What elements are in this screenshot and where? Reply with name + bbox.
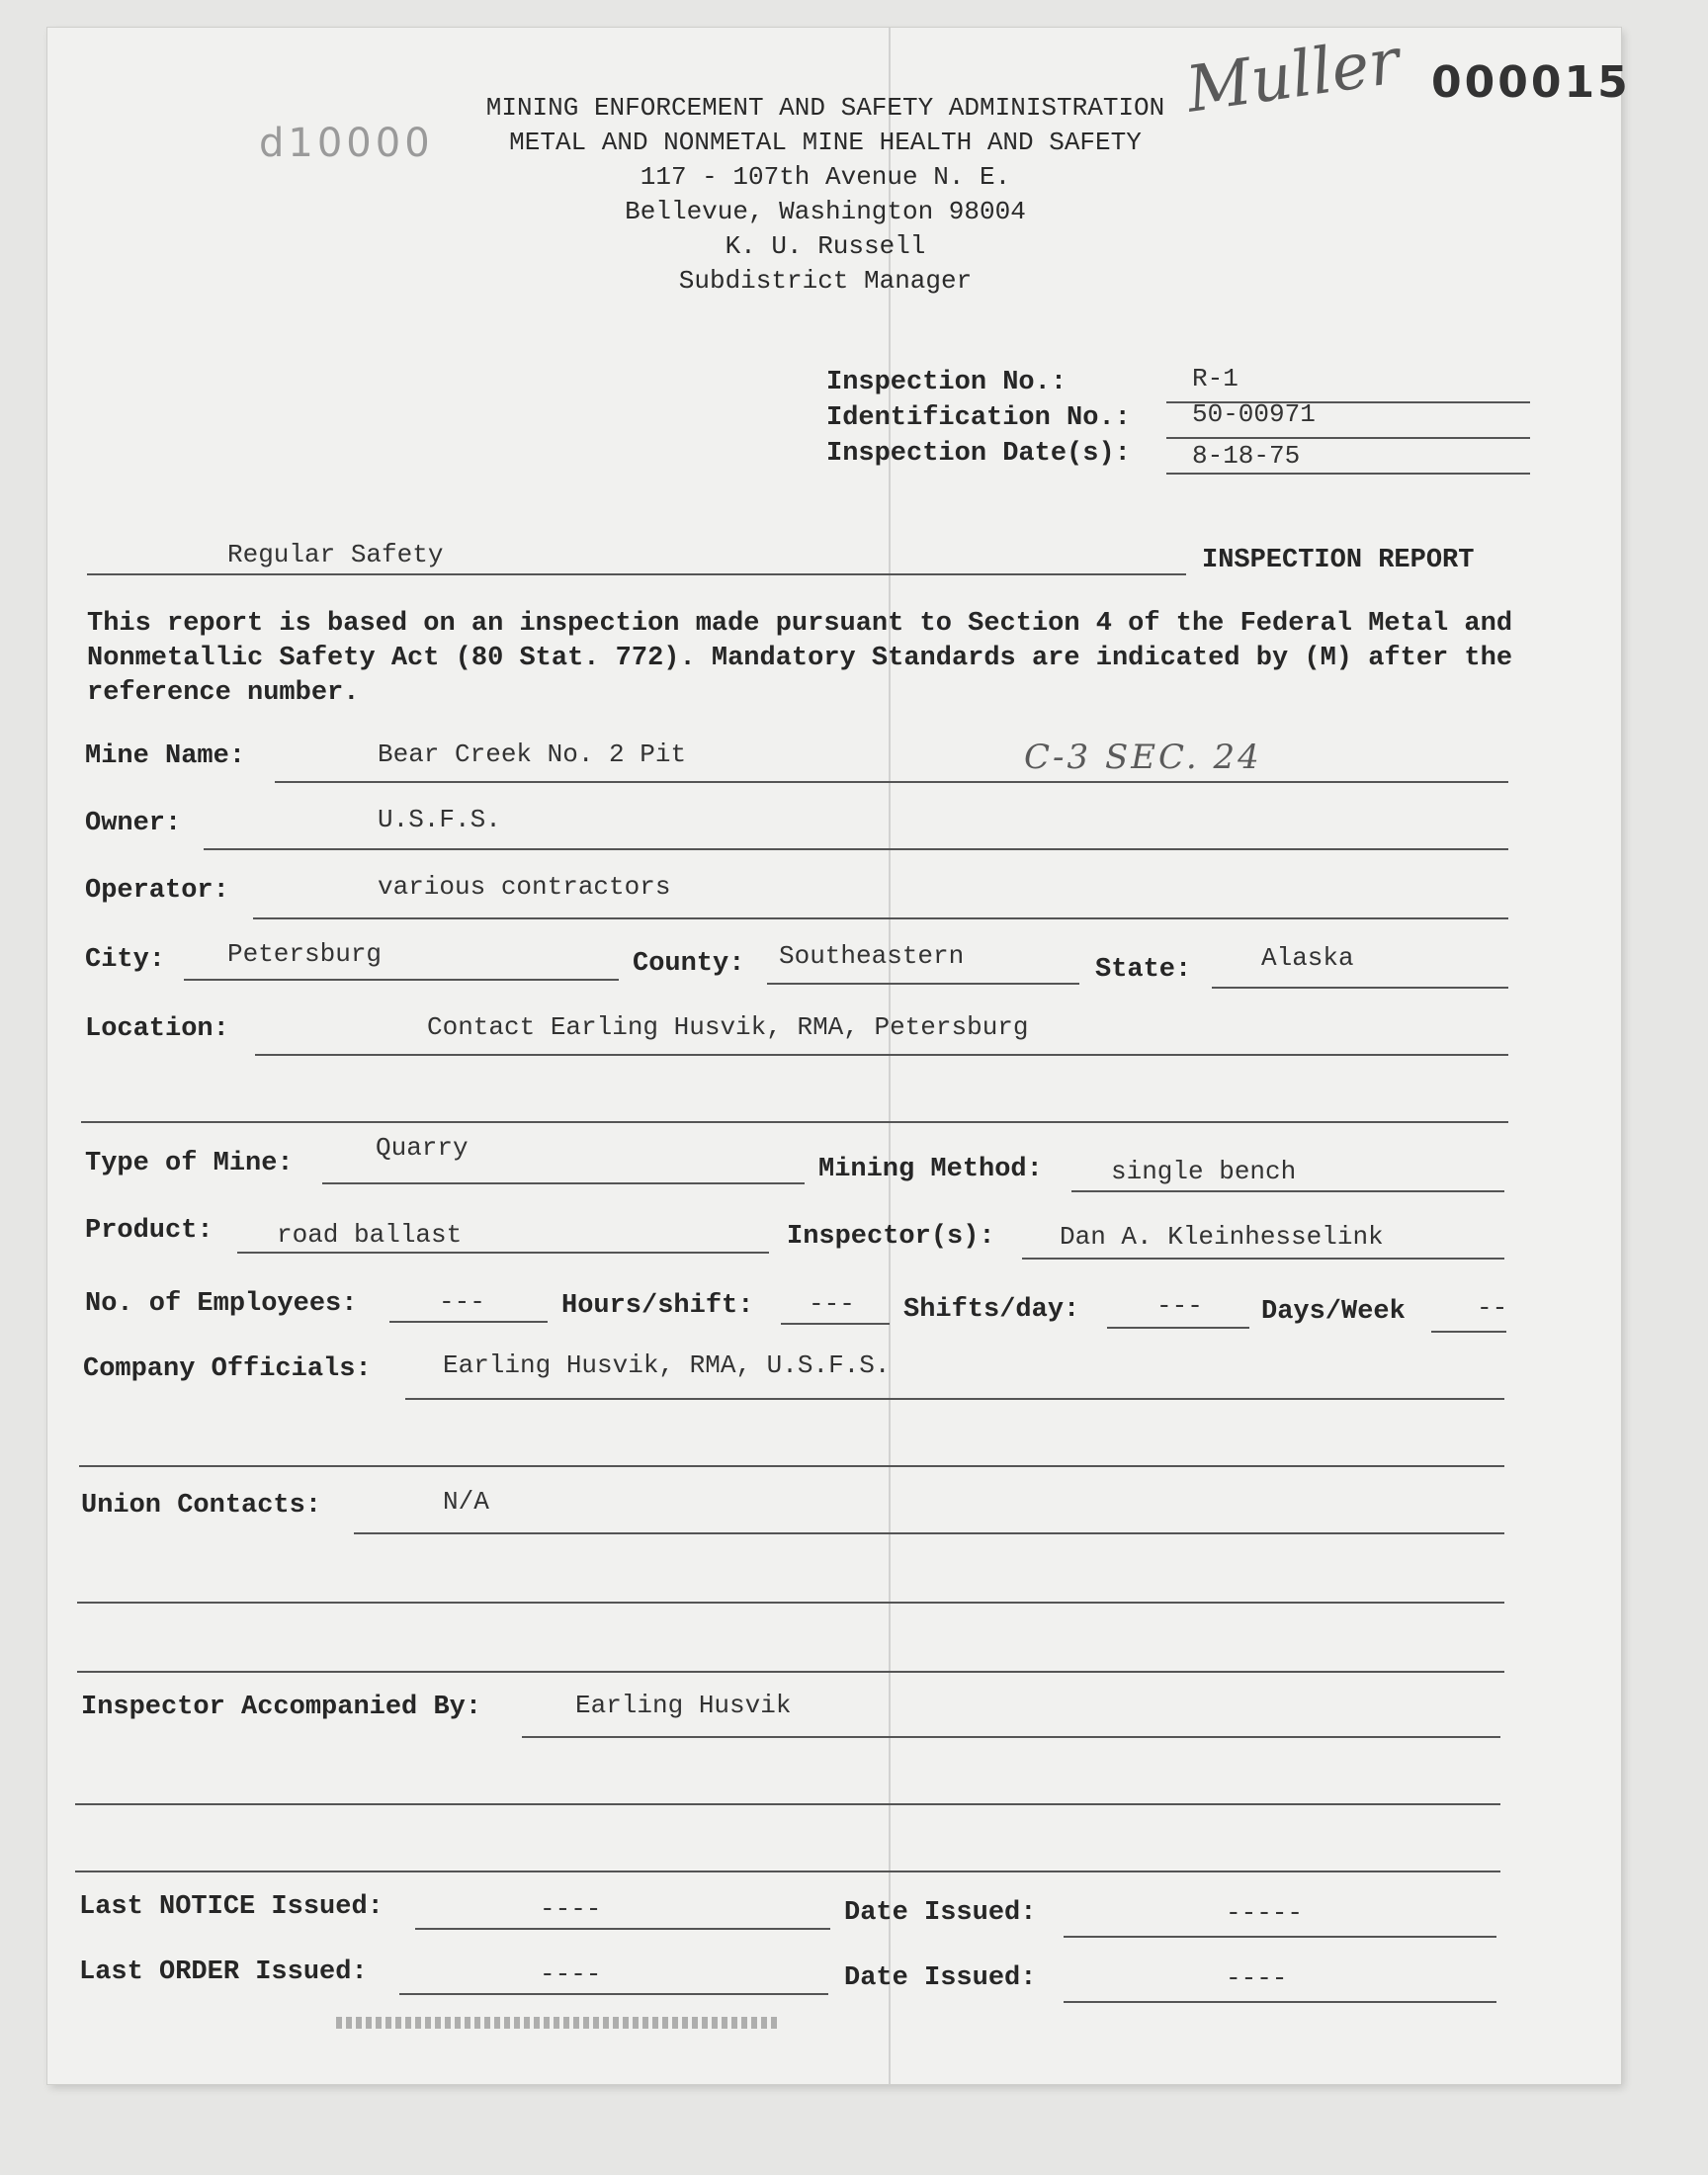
inspection-dates-line (1166, 473, 1530, 475)
state-value: Alaska (1261, 943, 1354, 973)
location-line-2 (81, 1121, 1508, 1123)
notice-date-label: Date Issued: (844, 1898, 1037, 1928)
inspectors-label: Inspector(s): (787, 1222, 995, 1252)
intro-paragraph: This report is based on an inspection made pursuant to Section 4 of the Federal Metal and Nonmetallic Safety Act (80 Stat. 772). Mandatory Standards are indicated by (M) after the reference number. (87, 609, 1513, 708)
product-value: road ballast (277, 1220, 463, 1250)
type-of-mine-line (322, 1182, 805, 1184)
notice-date-value: ----- (1226, 1898, 1304, 1928)
city-label: City: (85, 945, 166, 975)
hours-value: --- (809, 1289, 855, 1319)
days-value: -- (1477, 1293, 1508, 1323)
state-label: State: (1095, 955, 1192, 985)
county-label: County: (633, 949, 745, 979)
order-date-label: Date Issued: (844, 1963, 1037, 1993)
county-value: Southeastern (779, 941, 965, 971)
union-line-3 (77, 1671, 1504, 1673)
union-line (354, 1532, 1504, 1534)
order-date-line (1064, 2001, 1496, 2003)
manager-name: K. U. Russell (725, 231, 926, 261)
agency-name: MINING ENFORCEMENT AND SAFETY ADMINISTRATION (485, 93, 1165, 123)
state-line (1212, 987, 1508, 989)
mining-method-value: single bench (1111, 1157, 1297, 1186)
manager-title: Subdistrict Manager (678, 266, 973, 296)
accompanied-line-3 (75, 1870, 1500, 1872)
last-order-value: ---- (540, 1959, 602, 1989)
type-of-mine-label: Type of Mine: (85, 1149, 294, 1178)
mine-name-value: Bear Creek No. 2 Pit (378, 740, 687, 769)
location-value: Contact Earling Husvik, RMA, Petersburg (427, 1012, 1029, 1042)
last-notice-value: ---- (540, 1894, 602, 1924)
page-fold-line (889, 28, 891, 2084)
inspectors-line (1022, 1258, 1504, 1260)
days-line (1431, 1331, 1506, 1333)
county-line (767, 983, 1079, 985)
last-notice-line (415, 1928, 830, 1930)
union-line-2 (77, 1602, 1504, 1604)
owner-label: Owner: (85, 809, 182, 838)
inspection-no-label: Inspection No.: (826, 368, 1068, 397)
location-line (255, 1054, 1508, 1056)
inspection-dates-value: 8-18-75 (1192, 441, 1301, 471)
last-order-label: Last ORDER Issued: (79, 1958, 368, 1987)
inspection-no-value: R-1 (1192, 364, 1238, 393)
order-date-value: ---- (1226, 1963, 1288, 1993)
accompanied-label: Inspector Accompanied By: (81, 1693, 482, 1722)
mining-method-label: Mining Method: (818, 1155, 1043, 1184)
city-line (184, 979, 619, 981)
union-label: Union Contacts: (81, 1491, 322, 1521)
hours-line (781, 1323, 890, 1325)
mine-name-label: Mine Name: (85, 741, 246, 771)
notice-date-line (1064, 1936, 1496, 1938)
mine-name-handwritten-note: C-3 SEC. 24 (1024, 738, 1262, 777)
report-type-line (87, 573, 1186, 575)
last-order-line (399, 1993, 828, 1995)
accompanied-line (522, 1736, 1500, 1738)
employees-value: --- (439, 1287, 485, 1317)
city-value: Petersburg (227, 939, 383, 969)
agency-division: METAL AND NONMETAL MINE HEALTH AND SAFETY (509, 128, 1142, 157)
operator-value: various contractors (378, 872, 671, 902)
identification-no-line (1166, 437, 1530, 439)
agency-city: Bellevue, Washington 98004 (625, 197, 1026, 226)
inspection-dates-label: Inspection Date(s): (826, 439, 1131, 469)
type-of-mine-value: Quarry (376, 1133, 469, 1163)
operator-line (253, 917, 1508, 919)
officials-value: Earling Husvik, RMA, U.S.F.S. (443, 1350, 891, 1380)
identification-no-label: Identification No.: (826, 403, 1131, 433)
inspectors-value: Dan A. Kleinhesselink (1060, 1222, 1384, 1252)
page-number-stamp: 000015 (1431, 57, 1631, 108)
identification-no-value: 50-00971 (1192, 399, 1316, 429)
days-label: Days/Week (1261, 1297, 1406, 1327)
mining-method-line (1071, 1190, 1504, 1192)
report-type-label: INSPECTION REPORT (1202, 546, 1475, 575)
scan-smudge (336, 2017, 781, 2029)
agency-street: 117 - 107th Avenue N. E. (640, 162, 1011, 192)
owner-value: U.S.F.S. (378, 805, 501, 834)
employees-line (389, 1321, 548, 1323)
officials-label: Company Officials: (83, 1354, 372, 1384)
accompanied-value: Earling Husvik (575, 1691, 792, 1720)
operator-label: Operator: (85, 876, 229, 906)
mine-name-line (275, 781, 1508, 783)
report-type-value: Regular Safety (227, 540, 444, 569)
officials-line (405, 1398, 1504, 1400)
faint-stamp-number: d10000 (259, 121, 434, 166)
hours-label: Hours/shift: (561, 1291, 754, 1321)
signature: Muller (1181, 25, 1405, 128)
officials-line-2 (79, 1465, 1504, 1467)
shifts-label: Shifts/day: (903, 1295, 1080, 1325)
document-page (47, 28, 1621, 2084)
owner-line (204, 848, 1508, 850)
accompanied-line-2 (75, 1803, 1500, 1805)
last-notice-label: Last NOTICE Issued: (79, 1892, 384, 1922)
product-label: Product: (85, 1216, 214, 1246)
shifts-line (1107, 1327, 1249, 1329)
product-line (237, 1252, 769, 1254)
location-label: Location: (85, 1014, 229, 1044)
shifts-value: --- (1156, 1291, 1203, 1321)
employees-label: No. of Employees: (85, 1289, 358, 1319)
union-value: N/A (443, 1487, 489, 1517)
